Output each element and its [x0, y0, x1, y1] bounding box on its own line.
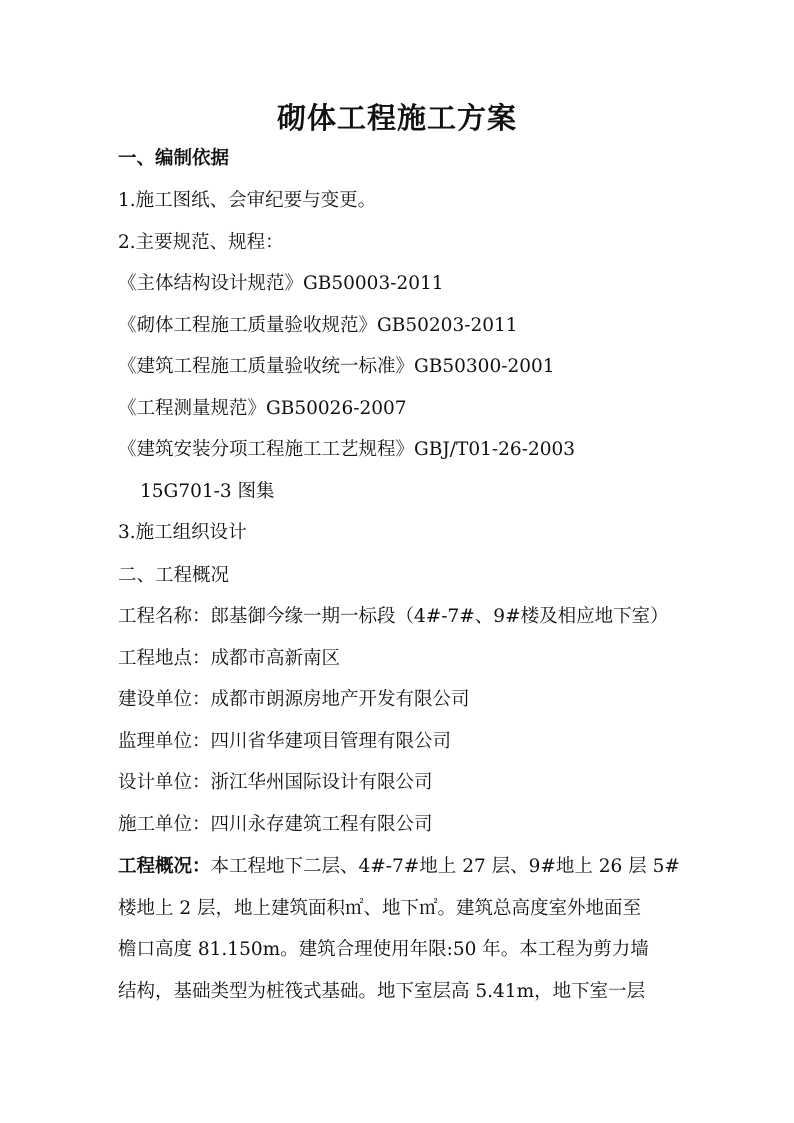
supervision-unit: 监理单位：四川省华建项目管理有限公司 — [118, 731, 452, 752]
basis-item-2: 2.主要规范、规程： — [118, 232, 284, 253]
overview-paragraph-line: 檐口高度 81.150m。建筑合理使用年限:50 年。本工程为剪力墙 — [118, 939, 649, 960]
overview-paragraph-line: 楼地上 2 层，地上建筑面积㎡、地下㎡。建筑总高度室外地面至 — [118, 898, 642, 919]
standard-item: 《建筑安装分项工程施工工艺规程》GBJ/T01-26-2003 — [118, 439, 576, 460]
standard-item: 《主体结构设计规范》GB50003-2011 — [118, 273, 444, 294]
overview-label: 工程概况： — [118, 856, 211, 877]
owner-unit: 建设单位：成都市朗源房地产开发有限公司 — [118, 689, 470, 710]
project-location: 工程地点：成都市高新南区 — [118, 648, 341, 669]
standard-item: 《砌体工程施工质量验收规范》GB50203-2011 — [118, 315, 518, 336]
standard-item: 《工程测量规范》GB50026-2007 — [118, 398, 407, 419]
standard-item: 《建筑工程施工质量验收统一标准》GB50300-2001 — [118, 356, 555, 377]
basis-item-1: 1.施工图纸、会审纪要与变更。 — [118, 190, 377, 211]
overview-text: 本工程地下二层、4#-7#地上 27 层、9#地上 26 层 5# — [210, 856, 680, 877]
document-title: 砌体工程施工方案 — [276, 101, 517, 135]
overview-paragraph-line — [118, 855, 680, 879]
atlas-item: 15G701-3 图集 — [140, 481, 275, 502]
section-heading-basis: 一、编制依据 — [118, 148, 230, 169]
project-name: 工程名称：郎基御今缘一期一标段（4#-7#、9#楼及相应地下室） — [118, 606, 669, 627]
basis-item-3: 3.施工组织设计 — [118, 522, 247, 543]
section-heading-overview: 二、工程概况 — [118, 565, 230, 586]
design-unit: 设计单位：浙江华州国际设计有限公司 — [118, 772, 433, 793]
overview-paragraph-line: 结构，基础类型为桩筏式基础。地下室层高 5.41m，地下室一层 — [118, 981, 646, 1002]
construction-unit: 施工单位：四川永存建筑工程有限公司 — [118, 814, 433, 835]
